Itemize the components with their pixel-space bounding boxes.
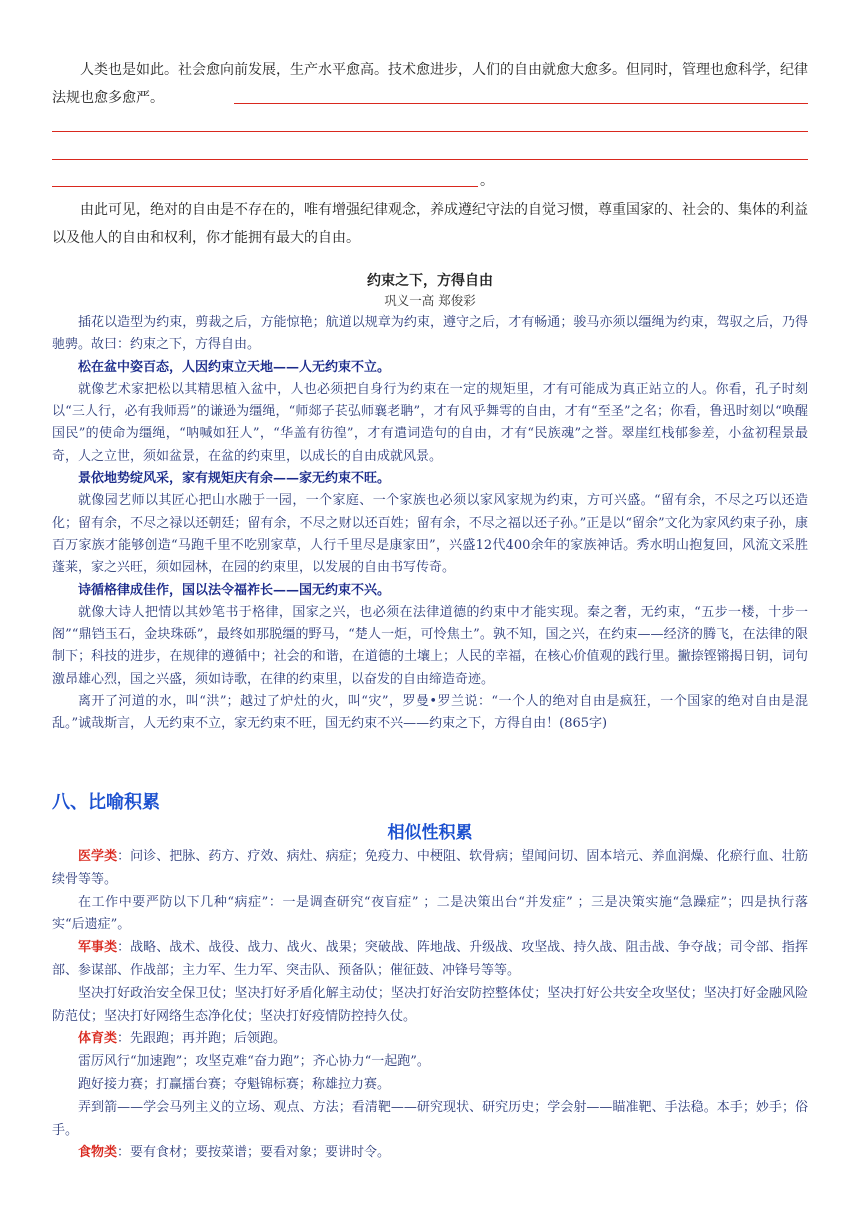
- list-item: [52, 983, 808, 1029]
- item-text: 坚决打好政治安全保卫仗；坚决打好矛盾化解主动仗；坚决打好治安防控整体仗；坚决打好公共安全攻坚仗；坚决打好金融风险防范仗；坚决打好网络生态净化仗；坚决打好疫情防控持久仗。: [52, 985, 808, 1024]
- list-item: [52, 892, 808, 938]
- essay-subheading: 景依地势绽风采，家有规矩庆有余——家无约束不旺。: [78, 471, 391, 487]
- intro-text: 人类也是如此。社会愈向前发展，生产水平愈高。技术愈进步，人们的自由就愈大愈多。但同时，管理也愈科学，纪律法规也愈多愈严。: [52, 62, 808, 106]
- list-item: [52, 1051, 808, 1074]
- list-item: [52, 1028, 808, 1051]
- list-item: [52, 846, 808, 892]
- category-label: 食物类: [78, 1145, 118, 1161]
- essay-paragraph: 就像大诗人把情以其妙笔书于格律，国家之兴，也必须在法律道德的约束中才能实现。秦之奢，无约束，“五步一楼，十步一阁”“鼎铛玉石，金块珠砾”，最终如那脱缰的野马，“楚人一炬，可怜焦土”。孰不知，国之兴，在约束——经济的腾飞，在法律的限制下；科技的进步，在规律的遵循中；社会的和谐，在道德的土壤上；人民的幸福，在核心价值观的践行里。撇捺铿锵揭日钥，词句激昂雄心烈，国之兴盛，须如诗歌，在律的约束里，以奋发的自由缔造奇迹。: [52, 604, 808, 687]
- item-text: 在工作中要严防以下几种“病症”：一是调查研究“夜盲症” ；二是决策出台“并发症” ；三是决策实施“急躁症”；四是执行落实“后遗症”。: [52, 894, 808, 933]
- item-text: ：战略、战术、战役、战力、战火、战果；突破战、阵地战、升级战、攻坚战、持久战、阻击战、争夺战；司令部、指挥部、参谋部、作战部；主力军、生力军、突击队、预备队；催征鼓、冲锋号等等。: [52, 940, 808, 978]
- item-text: 雷厉风行“加速跑”；攻坚克难“奋力跑”；齐心协力“一起跑”。: [78, 1054, 430, 1070]
- essay-author: 巩义一高 郑俊彩: [384, 293, 476, 308]
- conclusion-text: 由此可见，绝对的自由是不存在的，唯有增强纪律观念，养成遵纪守法的自觉习惯，尊重国家的、社会的、集体的利益以及他人的自由和权利，你才能拥有最大的自由。: [52, 202, 808, 246]
- item-text: ：要有食材；要按菜谱；要看对象；要讲时令。: [117, 1145, 391, 1161]
- category-label: 军事类: [78, 940, 118, 956]
- fill-line-1: [234, 103, 808, 104]
- model-essay: [52, 270, 808, 736]
- section-subtitle: 相似性积累: [387, 823, 473, 843]
- list-item: [52, 1142, 808, 1165]
- item-text: ：问诊、把脉、药方、疗效、病灶、病症；免疫力、中梗阻、软骨病；望闻问切、固本培元、养血润燥、化瘀行血、壮筋续骨等等。: [52, 849, 808, 887]
- essay-subheading: 诗循格律成佳作，国以法令福祚长——国无约束不兴。: [78, 582, 391, 598]
- list-item: [52, 1097, 808, 1143]
- item-text: ：先跟跑；再并跑；后领跑。: [117, 1031, 287, 1047]
- metaphor-list: [52, 846, 808, 1165]
- list-item: [52, 937, 808, 983]
- category-label: 医学类: [78, 849, 118, 864]
- fill-line-3: [52, 159, 808, 160]
- section-heading: 八、比喻积累: [52, 792, 160, 813]
- essay-paragraph: 就像艺术家把松以其精思植入盆中，人也必须把自身行为约束在一定的规矩里，才有可能成为真正站立的人。你看，孔子时刻以“三人行，必有我师焉”的谦逊为缰绳，“师郯子苌弘师襄老聃”，才有风乎舞雩的自由，才有“至圣”之名；你看，鲁迅时刻以“唤醒国民”的使命为缰绳，“呐喊如狂人”，“华盖有彷徨”，才有遣词造句的自由，才有“民族魂”之誉。翠崖红栈郁参差，小盆初程景最奇，人之立世，须如盆景，在盆的约束里，以成长的自由成就风景。: [52, 381, 808, 464]
- essay-paragraph: 离开了河道的水，叫“洪”；越过了炉灶的火，叫“灾”，罗曼•罗兰说：“一个人的绝对自由是疯狂，一个国家的绝对自由是混乱。”诚哉斯言，人无约束不立，家无约束不旺，国无约束不兴——约束之下，方得自由！(865字): [52, 694, 808, 732]
- category-label: 体育类: [78, 1031, 118, 1047]
- essay-subheading: 松在盆中姿百态，人因约束立天地——人无约束不立。: [78, 359, 391, 375]
- item-text: 弄到箭——学会马列主义的立场、观点、方法；看清靶——研究现状、研究历史；学会射——瞄准靶、手法稳。本手；妙手；俗手。: [52, 1099, 808, 1138]
- essay-title: 约束之下，方得自由: [367, 273, 493, 289]
- item-text: 跑好接力赛；打赢擂台赛；夺魁锦标赛；称雄拉力赛。: [78, 1076, 391, 1092]
- list-item: [52, 1074, 808, 1097]
- fill-line-4: [52, 186, 478, 187]
- essay-paragraph: 插花以造型为约束，剪裁之后，方能惊艳；航道以规章为约束，遵守之后，才有畅通；骏马亦须以缰绳为约束，驾驭之后，乃得驰骋。故曰：约束之下，方得自由。: [52, 315, 808, 353]
- fill-line-2: [52, 131, 808, 132]
- conclusion-paragraph: [52, 196, 808, 252]
- essay-paragraph: 就像园艺师以其匠心把山水融于一园，一个家庭、一个家族也必须以家风家规为约束，方可兴盛。“留有余，不尽之巧以还造化；留有余，不尽之禄以还朝廷；留有余，不尽之财以还百姓；留有余，不尽之福以还子孙。”正是以“留余”文化为家风约束子孙，康百万家族才能够创造“马跑千里不吃别家草，人行千里尽是康家田”，兴盛12代400余年的家族神话。秀水明山抱复回，风流文采胜蓬莱，家之兴旺，须如园林，在园的约束里，以发展的自由书写传奇。: [52, 493, 808, 576]
- fill-line-period: 。: [480, 173, 494, 189]
